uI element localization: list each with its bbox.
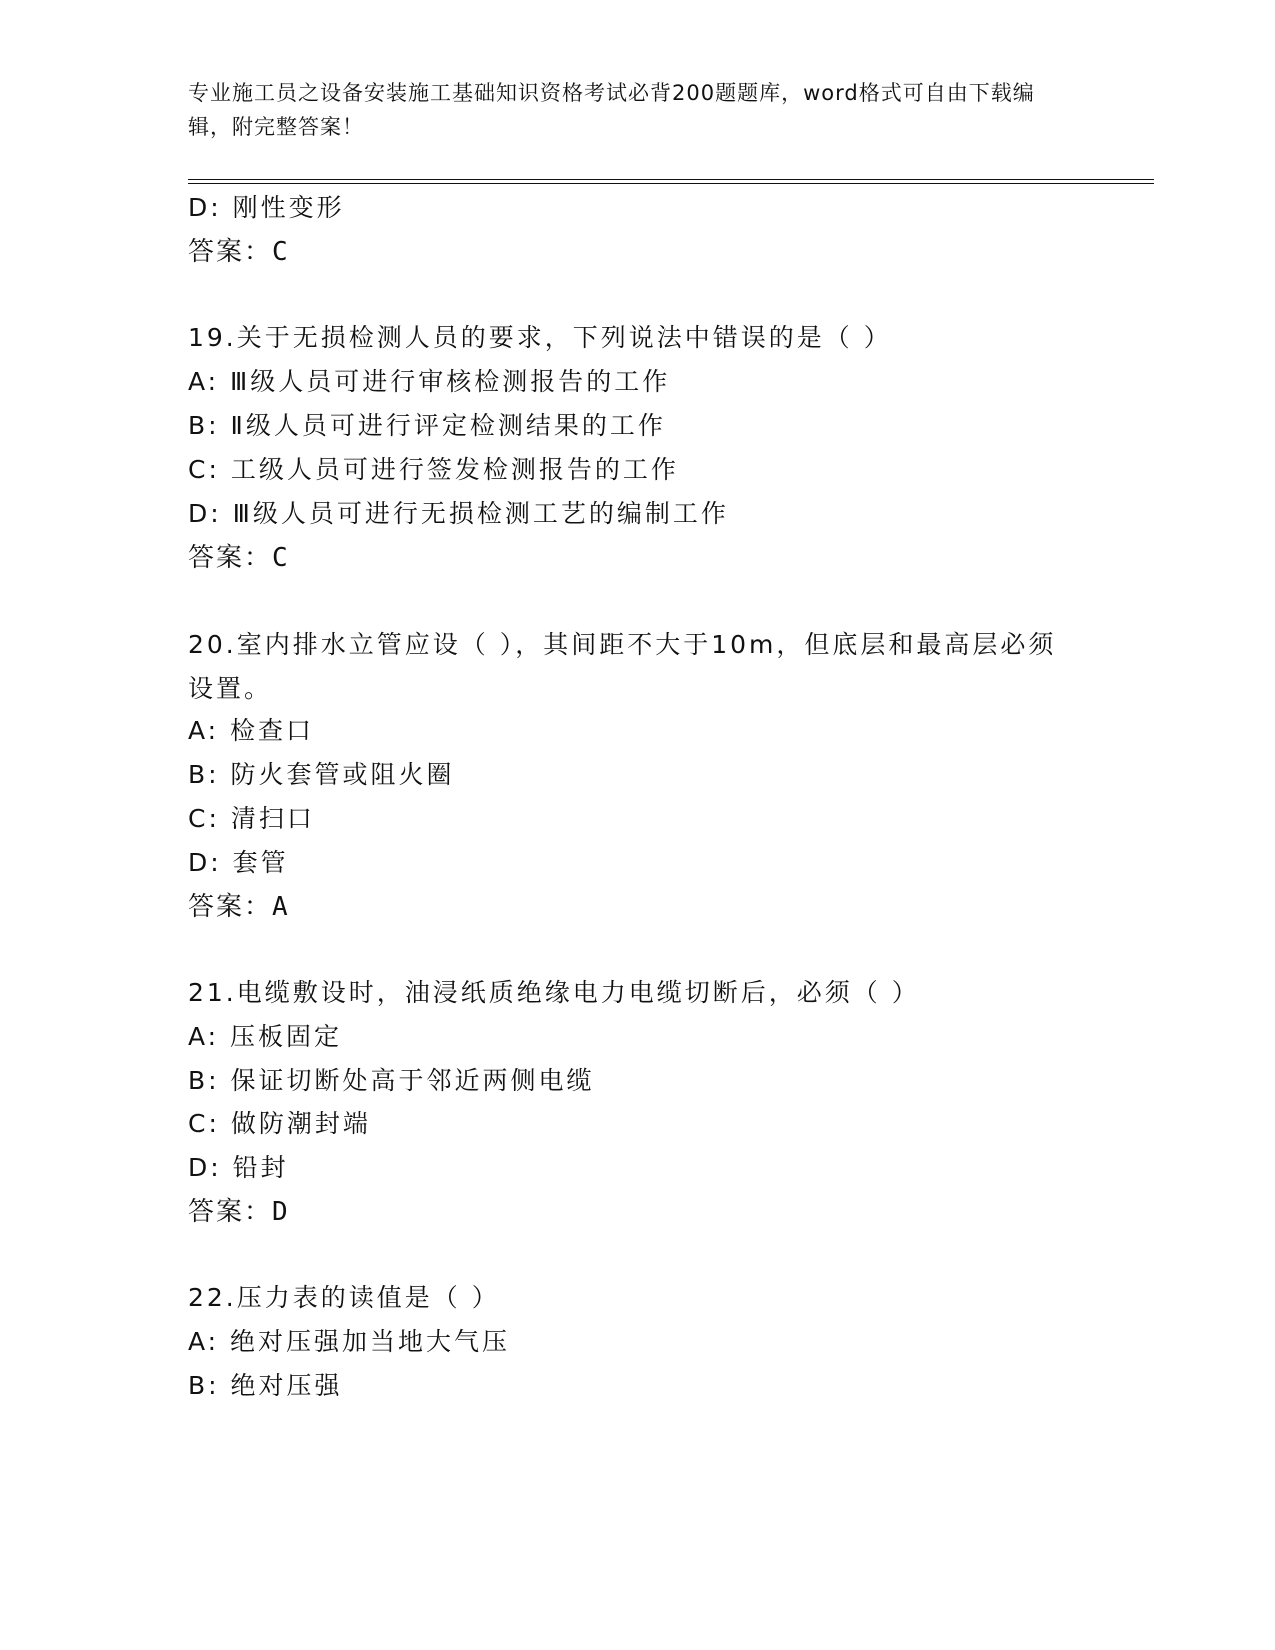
option-b: B: 保证切断处高于邻近两侧电缆 xyxy=(188,1066,595,1095)
option-b: B: 绝对压强 xyxy=(188,1371,343,1400)
question-stem: 22.压力表的读值是（ ） xyxy=(188,1283,500,1312)
answer-label: 答案： xyxy=(188,237,273,267)
option-d: D: 铅封 xyxy=(188,1153,289,1182)
option-b: B: Ⅱ级人员可进行评定检测结果的工作 xyxy=(188,411,666,440)
option-a: A: 压板固定 xyxy=(188,1022,343,1051)
option-c: C: 工级人员可进行签发检测报告的工作 xyxy=(188,455,679,484)
option-a: A: 检查口 xyxy=(188,716,315,745)
answer-line xyxy=(188,543,288,573)
header-divider-top xyxy=(188,179,1154,180)
option-a: A: Ⅲ级人员可进行审核检测报告的工作 xyxy=(188,367,671,396)
option-c: C: 做防潮封端 xyxy=(188,1109,371,1138)
option-a: A: 绝对压强加当地大气压 xyxy=(188,1327,511,1356)
question-stem: 21.电缆敷设时，油浸纸质绝缘电力电缆切断后，必须（ ） xyxy=(188,978,920,1007)
option-d: D: 套管 xyxy=(188,848,289,877)
document-header: 专业施工员之设备安装施工基础知识资格考试必背200题题库，word格式可自由下载编辑，附完整答案！ xyxy=(188,81,1035,139)
answer-value: D xyxy=(272,1197,288,1227)
option-c: C: 清扫口 xyxy=(188,804,315,833)
answer-line xyxy=(188,237,288,267)
answer-value: C xyxy=(272,237,288,267)
option-d: D: Ⅲ级人员可进行无损检测工艺的编制工作 xyxy=(188,499,729,528)
answer-value: A xyxy=(272,892,288,922)
header-divider-bottom xyxy=(188,183,1154,184)
answer-label: 答案： xyxy=(188,1197,273,1227)
question-stem-continued: 设置。 xyxy=(188,674,273,703)
answer-value: C xyxy=(272,543,288,573)
option-d: D: 刚性变形 xyxy=(188,193,345,222)
question-stem: 19.关于无损检测人员的要求，下列说法中错误的是（ ） xyxy=(188,323,892,352)
answer-label: 答案： xyxy=(188,543,273,573)
question-stem: 20.室内排水立管应设（ ），其间距不大于10m，但底层和最高层必须 xyxy=(188,630,1057,659)
answer-label: 答案： xyxy=(188,892,273,922)
option-b: B: 防火套管或阻火圈 xyxy=(188,760,455,789)
answer-line xyxy=(188,892,288,922)
answer-line xyxy=(188,1197,288,1227)
